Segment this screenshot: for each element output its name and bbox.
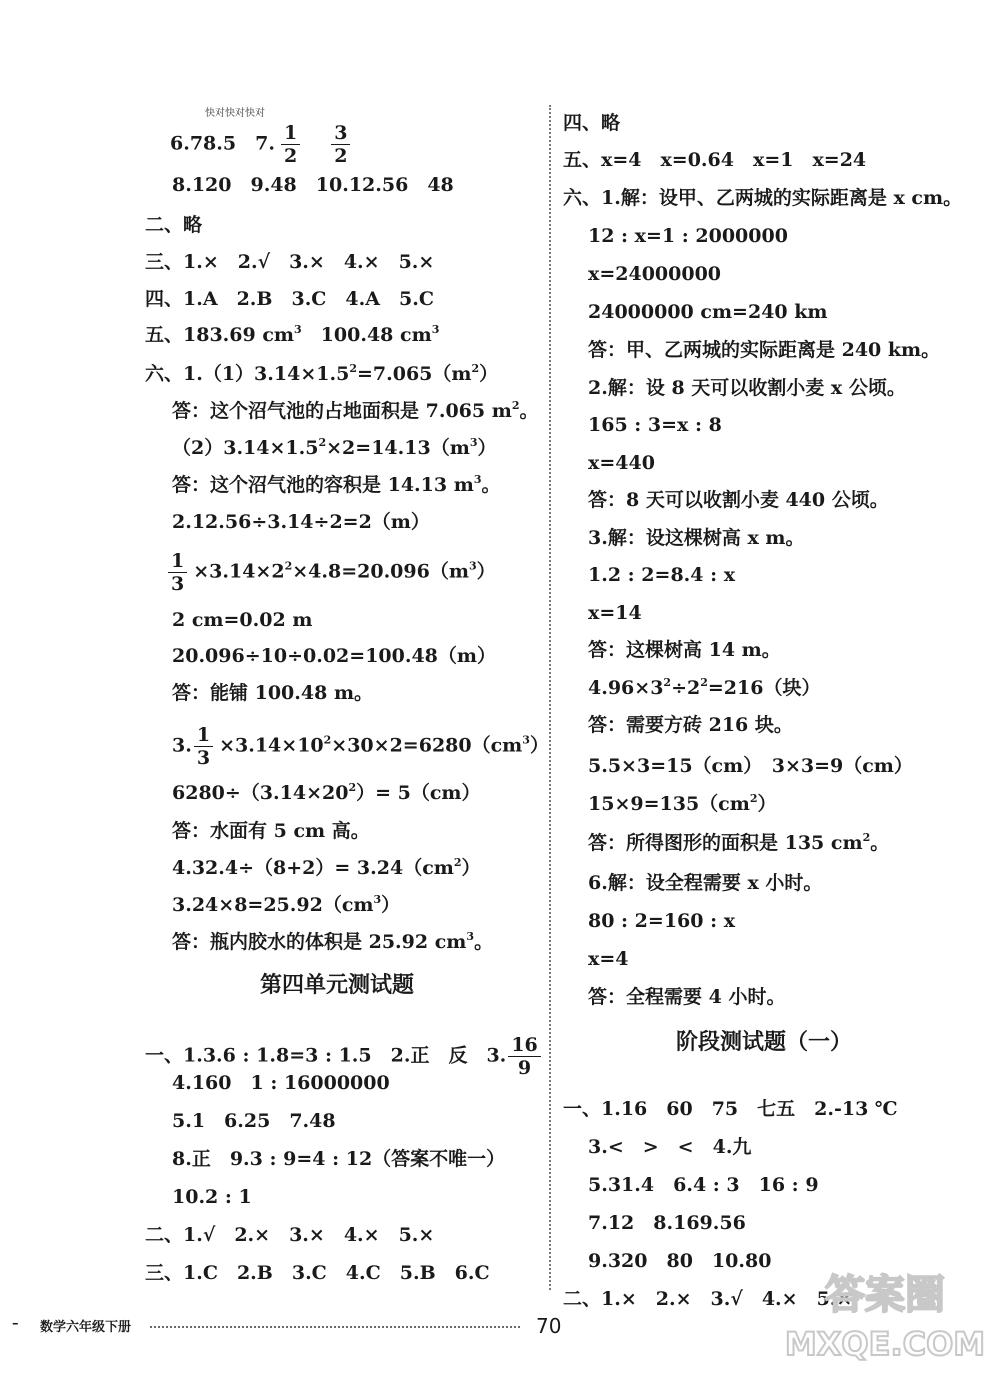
fraction: $\frac{1}{3}$	[194, 724, 213, 769]
answer-line: 80 : 2=160 : x	[588, 910, 736, 932]
answer-line: 答：所得图形的面积是 135 $cm^2$。	[588, 831, 890, 854]
answer-line: $3.24\times 8=25.92(cm^3)$	[172, 893, 401, 916]
answer-line: 一、1.16 60 75 七五 2.-13 ℃	[563, 1098, 898, 1120]
watermark-bottom-text: MXQE.COM	[784, 1325, 986, 1363]
answer-line: x=4	[588, 948, 629, 970]
answer-line: 6.78.5 7. $\frac{1}{2}$ $\frac{3}{2}$	[170, 122, 356, 167]
section-heading: 四、略	[563, 112, 621, 134]
answer-line: 答：全程需要 4 小时。	[588, 986, 786, 1008]
answer-line: 答：能铺 100.48 m。	[172, 682, 374, 704]
answer-line: x=440	[588, 452, 655, 474]
answer-line: 答：需要方砖 216 块。	[588, 714, 793, 736]
fraction: $\frac{1}{3}$	[168, 550, 187, 595]
answer-line: 8.120 9.48 10.12.56 48	[172, 174, 454, 196]
footer-dotted-rule	[150, 1326, 520, 1328]
answer-line: 3.解：设这棵树高 x m。	[588, 527, 805, 549]
answer-line: $4.32.4\div(8+2)= 3.24(cm^2)$	[172, 856, 481, 879]
answer-line: 7.12 8.169.56	[588, 1212, 746, 1234]
fraction: $\frac{1}{2}$	[281, 122, 300, 167]
answer-line: x=24000000	[588, 263, 722, 285]
unit-test-heading: 第四单元测试题	[260, 973, 415, 998]
answer-line: 答：这棵树高 14 m。	[588, 639, 781, 661]
answer-line: 答：这个沼气池的容积是 14.13 $m^3$。	[172, 473, 501, 496]
footer-dash: –	[12, 1316, 19, 1331]
footer-book-label: 数学六年级下册	[40, 1320, 132, 1335]
answer-line: 10.2 : 1	[172, 1186, 252, 1208]
handwritten-scribble: 快对快对快对	[205, 108, 265, 119]
answer-line: 165 : 3=x : 8	[588, 414, 722, 436]
answer-line: 20.096÷10÷0.02=100.48（m）	[172, 645, 497, 667]
answer-line: 12 : x=1 : 2000000	[588, 225, 788, 247]
answer-line: 答：8 天可以收割小麦 440 公顷。	[588, 489, 889, 511]
answer-line: 3. $\frac{1}{3}$ $\times 3.14\times 10^2\times 30\times 2=6280(cm^3)$	[172, 724, 549, 769]
answer-line: 8.正 9.3 : 9=4 : 12（答案不唯一）	[172, 1148, 506, 1170]
answer-line: 六、1.解：设甲、乙两城的实际距离是 x cm。	[563, 187, 963, 209]
answer-line: 二、1.√ 2.× 3.× 4.× 5.×	[145, 1224, 435, 1246]
answer-line: $6280\div(3.14\times 20^2)= 5(cm)$	[172, 781, 481, 804]
answer-line: 三、1.× 2.√ 3.× 4.× 5.×	[145, 251, 435, 273]
answer-line: 二、1.× 2.× 3.√ 4.× 5.×	[563, 1288, 853, 1310]
answer-line: 9.320 80 10.80	[588, 1250, 772, 1272]
answer-line: 四、1.A 2.B 3.C 4.A 5.C	[145, 288, 434, 310]
answer-line: $4.96\times 3^2\div 2^2=216$（块）	[588, 676, 821, 699]
answer-line: 2 cm=0.02 m	[172, 609, 313, 631]
answer-line: 答：瓶内胶水的体积是 25.92 $cm^3$。	[172, 930, 494, 953]
answer-line: $\frac{1}{3}$ $\times 3.14\times 2^2\times 4.8=20.096(m^3)$	[168, 550, 496, 595]
answer-line: 5.31.4 6.4 : 3 16 : 9	[588, 1174, 819, 1196]
answer-line: 六、$1.(1)3.14\times 1.5^2=7.065(m^2)$	[145, 362, 499, 385]
answer-line: 一、1.3.6 : 1.8=3 : 1.5 2.正 反 3. $\frac{16}{9}$	[145, 1034, 547, 1079]
answer-line: 五、183.69 $cm^3$ 100.48 $cm^3$	[145, 323, 440, 346]
page-number: 70	[536, 1314, 562, 1338]
watermark-top-text: 答案圈	[825, 1272, 945, 1318]
answer-line: 答：这个沼气池的占地面积是 7.065 $m^2$。	[172, 399, 539, 422]
section-heading: 二、略	[145, 214, 203, 236]
answer-line: 2.解：设 8 天可以收割小麦 x 公顷。	[588, 377, 906, 399]
answer-line: $15\times 9=135(cm^2)$	[588, 792, 777, 815]
answer-line: 五、x=4 x=0.64 x=1 x=24	[563, 149, 867, 171]
stage-test-heading: 阶段测试题（一）	[676, 1030, 853, 1055]
fraction: $\frac{3}{2}$	[331, 122, 350, 167]
answer-line: 4.160 1 : 16000000	[172, 1072, 390, 1094]
answer-line: x=14	[588, 602, 642, 624]
answer-line: 5.5×3=15（cm） 3×3=9（cm）	[588, 755, 913, 777]
answer-line: 5.1 6.25 7.48	[172, 1110, 336, 1132]
answer-line: $(2)3.14\times 1.5^2\times 2=14.13(m^3)$	[172, 436, 497, 459]
answer-line: 2.12.56÷3.14÷2=2（m）	[172, 511, 430, 533]
answer-line: 三、1.C 2.B 3.C 4.C 5.B 6.C	[145, 1262, 490, 1284]
answer-line: 3.< > < 4.九	[588, 1136, 752, 1158]
watermark-logo	[780, 1260, 990, 1370]
answer-line: 答：水面有 5 cm 高。	[172, 820, 370, 842]
column-divider	[549, 105, 551, 1290]
answer-line: 1.2 : 2=8.4 : x	[588, 564, 736, 586]
fraction: $\frac{16}{9}$	[508, 1034, 540, 1079]
answer-line: 6.解：设全程需要 x 小时。	[588, 872, 823, 894]
answer-line: 答：甲、乙两城的实际距离是 240 km。	[588, 339, 941, 361]
answer-line: 24000000 cm=240 km	[588, 301, 828, 323]
